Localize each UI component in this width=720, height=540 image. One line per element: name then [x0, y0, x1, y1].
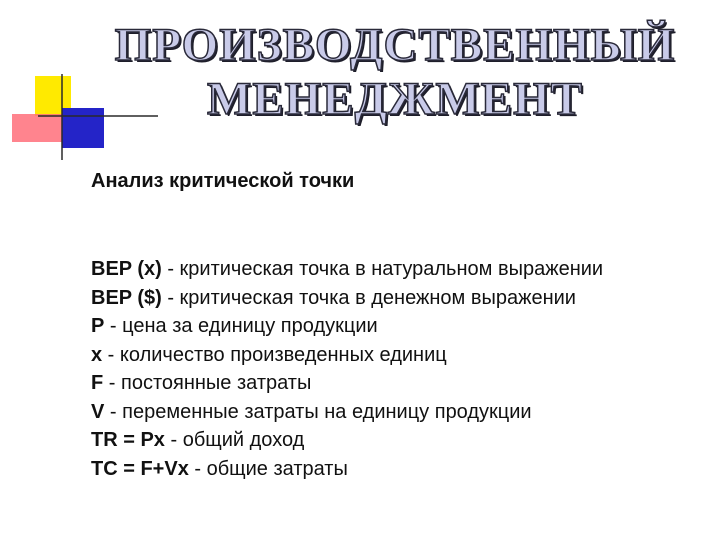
definition-description: критическая точка в натуральном выражении: [179, 258, 604, 280]
definition-separator: -: [161, 258, 180, 280]
definition-description: общий доход: [182, 429, 305, 451]
definition-term: BEP (x): [91, 258, 162, 280]
definition-description: цена за единицу продукции: [122, 315, 378, 337]
definition-description: общие затраты: [206, 457, 348, 480]
definition-item: [91, 398, 701, 427]
definition-term: BEP ($): [91, 286, 162, 309]
definition-separator: -: [104, 400, 123, 423]
definition-item: [91, 455, 701, 484]
definitions-list: [91, 255, 701, 483]
definition-term: V: [91, 400, 105, 423]
definition-term: x: [91, 343, 103, 366]
definition-item: [91, 426, 701, 455]
definition-item: [91, 255, 611, 284]
definition-separator: -: [161, 286, 180, 309]
definition-term: P: [91, 315, 105, 337]
definition-term: TC = F+Vx: [91, 457, 189, 480]
definition-separator: -: [104, 315, 123, 337]
slide-title: [95, 18, 695, 126]
definition-separator: -: [102, 343, 120, 366]
logo-pink-square: [12, 114, 62, 142]
definition-separator: -: [164, 429, 183, 451]
definition-description: критическая точка в денежном выражении: [179, 286, 576, 309]
title-line-2: МЕНЕДЖМЕНТ: [206, 73, 584, 125]
definition-description: постоянные затраты: [121, 372, 312, 394]
definition-item: [91, 284, 701, 313]
definition-item: [91, 341, 701, 370]
slide-subtitle: Анализ критической точки: [91, 170, 355, 192]
definition-term: F: [91, 372, 104, 394]
definition-separator: -: [103, 372, 121, 394]
definition-separator: -: [188, 457, 207, 480]
definition-item: [91, 312, 701, 341]
definition-item: [91, 369, 701, 398]
definition-description: количество произведенных единиц: [119, 343, 447, 366]
title-line-1: ПРОИЗВОДСТВЕННЫЙ: [114, 19, 676, 71]
definition-description: переменные затраты на единицу продукции: [122, 400, 532, 423]
definition-term: TR = Px: [91, 429, 165, 451]
